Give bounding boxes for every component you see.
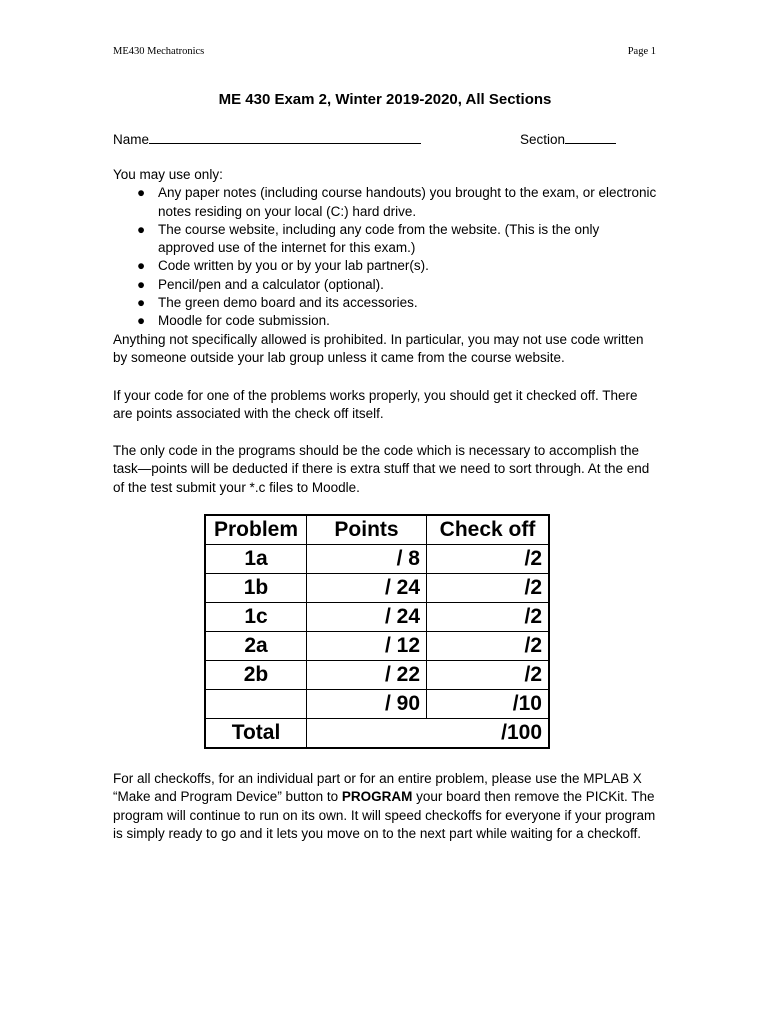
problem-cell: 1c — [205, 603, 307, 632]
bullet-icon: ● — [137, 276, 146, 292]
list-item: ● Code written by you or by your lab partner(s). — [113, 257, 658, 275]
header-course: ME430 Mechatronics — [113, 46, 205, 57]
page-title: ME 430 Exam 2, Winter 2019-2020, All Sections — [218, 91, 552, 108]
table-row — [205, 690, 549, 719]
instructions-text-2: your board then remove the PICKit. The program will continue to run on its own. It will speed checkoffs for everyone if your program is simply ready to go and it lets you move on to the next part while waiting for a checkoff. — [113, 789, 656, 841]
list-item: ● Any paper notes (including course handouts) you brought to the exam, or electronic notes residing on your local (C:) hard drive. — [137, 185, 657, 219]
checkoff-cell[interactable]: /2 — [427, 632, 550, 661]
allowed-list — [113, 184, 658, 330]
header-checkoff: Check off — [427, 515, 550, 545]
table-header-row — [205, 515, 549, 545]
list-item: ● The green demo board and its accessories. — [113, 294, 658, 312]
header-points: Points — [307, 515, 427, 545]
problem-cell: 1a — [205, 545, 307, 574]
name-label: Name — [113, 132, 150, 147]
bullet-icon: ● — [137, 221, 146, 237]
prohibited-paragraph: Anything not specifically allowed is prohibited. In particular, you may not use code written by someone outside your lab group unless it came from the course website. — [113, 332, 644, 366]
bullet-icon: ● — [137, 313, 146, 329]
list-item: ● Pencil/pen and a calculator (optional). — [113, 276, 658, 294]
score-table — [204, 514, 550, 749]
code-paragraph: The only code in the programs should be the code which is necessary to accomplish the task—points will be deducted if there is extra stuff that we need to sort through. At the end of the test submit your *.c files to Moodle. — [113, 443, 650, 495]
header-problem: Problem — [205, 515, 307, 545]
problem-cell: 1b — [205, 574, 307, 603]
bullet-icon: ● — [137, 185, 146, 201]
checkoff-instructions — [113, 770, 658, 843]
points-cell[interactable]: / 8 — [307, 545, 427, 574]
list-item: ● The course website, including any code from the website. (This is the only approved use of the internet for this exam.) — [137, 221, 600, 256]
program-emphasis: PROGRAM — [341, 789, 413, 805]
checkoff-cell[interactable]: /2 — [427, 574, 550, 603]
section-field[interactable] — [520, 129, 616, 147]
list-item: ● Moodle for code submission. — [113, 312, 658, 330]
bullet-icon: ● — [137, 258, 146, 274]
points-cell[interactable]: / 24 — [307, 603, 427, 632]
table-row — [205, 661, 549, 690]
section-blank[interactable] — [565, 129, 616, 144]
name-blank[interactable] — [149, 129, 421, 144]
section-label: Section — [520, 132, 566, 147]
table-row — [205, 603, 549, 632]
problem-cell: 2b — [205, 661, 307, 690]
problem-cell: 2a — [205, 632, 307, 661]
checkoff-paragraph: If your code for one of the problems works properly, you should get it checked off. There are points associated with the check off itself. — [113, 388, 638, 422]
table-total-row — [205, 719, 549, 749]
table-row — [205, 632, 549, 661]
checkoff-cell[interactable]: /10 — [427, 690, 550, 719]
points-cell[interactable]: / 90 — [307, 690, 427, 719]
total-value[interactable]: /100 — [307, 719, 550, 749]
allowed-resources — [113, 166, 658, 331]
total-label: Total — [205, 719, 307, 749]
checkoff-cell[interactable]: /2 — [427, 545, 550, 574]
points-cell[interactable]: / 22 — [307, 661, 427, 690]
name-field[interactable] — [113, 129, 421, 147]
checkoff-cell[interactable]: /2 — [427, 603, 550, 632]
problem-cell — [205, 690, 307, 719]
bullet-icon: ● — [137, 295, 146, 311]
allowed-lead: You may use only: — [113, 167, 223, 182]
points-cell[interactable]: / 24 — [307, 574, 427, 603]
instructions-text-1: For all checkoffs, for an individual part or for an entire problem, please use the MPLAB X “Make and Program Device” button to — [113, 771, 642, 805]
points-cell[interactable]: / 12 — [307, 632, 427, 661]
table-row — [205, 574, 549, 603]
table-row — [205, 545, 549, 574]
header-page-number: Page 1 — [627, 46, 656, 57]
checkoff-cell[interactable]: /2 — [427, 661, 550, 690]
